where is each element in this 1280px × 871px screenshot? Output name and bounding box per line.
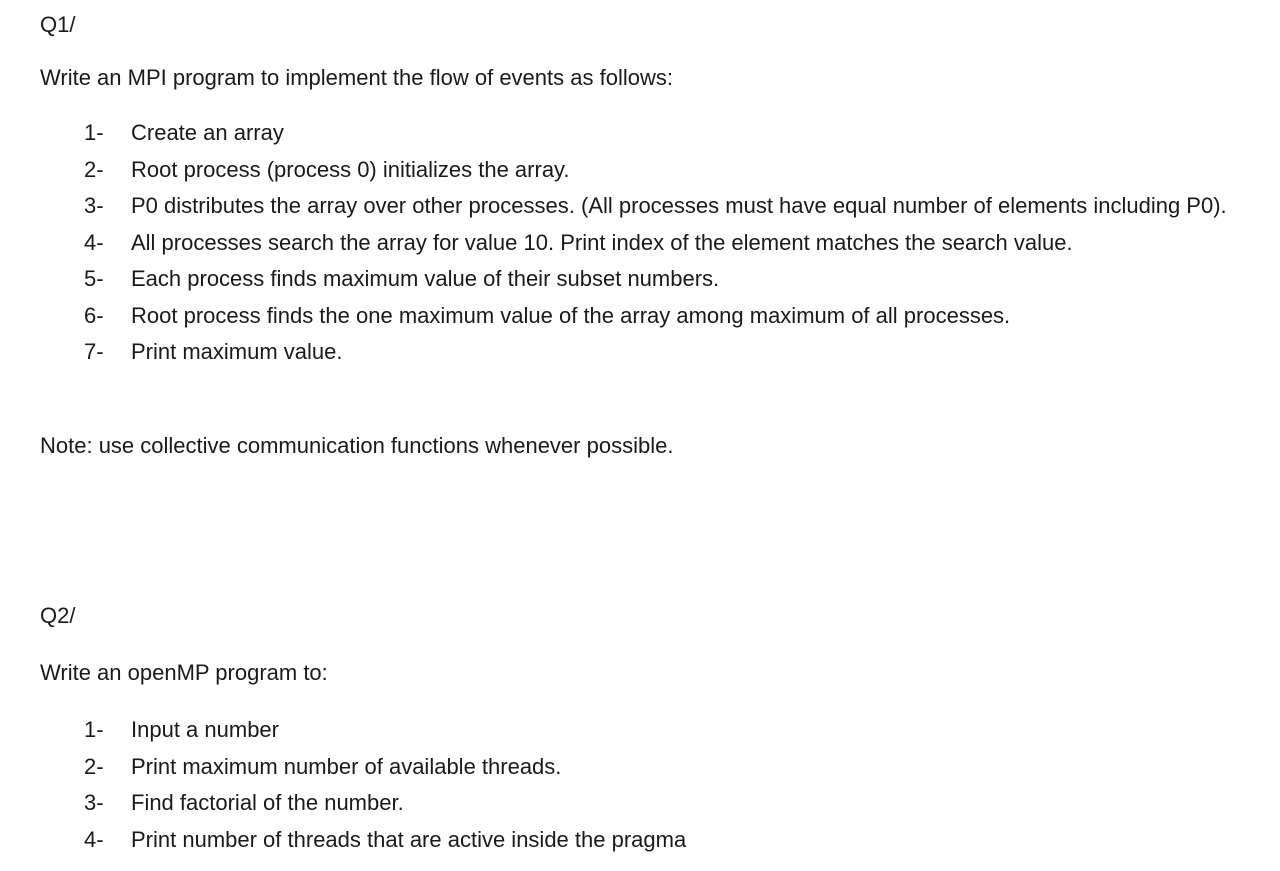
q2-intro: Write an openMP program to: [40, 660, 328, 685]
q2-step-text: Find factorial of the number. [131, 790, 404, 815]
q1-note: Note: use collective communication functions whenever possible. [40, 433, 674, 458]
q1-step-text: Create an array [131, 120, 284, 145]
q1-step-number: 7- [84, 339, 104, 364]
q2-step-text: Input a number [131, 717, 279, 742]
q2-step [84, 785, 1254, 822]
q1-step [84, 261, 1254, 298]
q1-step-text: Print maximum value. [131, 339, 343, 364]
q2-step-text: Print number of threads that are active inside the pragma [131, 826, 687, 852]
q1-step-text: P0 distributes the array over other processes. (All processes must have equal number of elements including P0). [131, 193, 1227, 218]
q1-step [84, 334, 1254, 371]
q1-heading: Q1/ [40, 12, 76, 37]
q2-step-number: 2- [84, 753, 104, 779]
q1-step-text: Each process finds maximum value of their subset numbers. [131, 266, 720, 291]
q2-steps-list [84, 712, 1254, 858]
q1-step-number: 2- [84, 156, 104, 182]
q1-steps-list [84, 115, 1254, 371]
q1-step-text: All processes search the array for value 10. Print index of the element matches the search value. [131, 229, 1073, 255]
q1-step [84, 152, 1254, 189]
q1-step-number: 1- [84, 120, 104, 145]
q2-step-number: 1- [84, 717, 104, 742]
q2-heading: Q2/ [40, 603, 76, 628]
q2-step [84, 749, 1254, 786]
q1-step-text: Root process (process 0) initializes the array. [131, 156, 570, 182]
q1-step-number: 4- [84, 229, 104, 255]
q2-step [84, 712, 1254, 749]
q2-step-number: 3- [84, 790, 104, 815]
q2-step-number: 4- [84, 826, 104, 852]
q1-step-number: 3- [84, 193, 104, 218]
q1-step-text: Root process finds the one maximum value of the array among maximum of all processes. [131, 302, 1011, 328]
q1-step-number: 6- [84, 302, 104, 328]
q1-step [84, 188, 1254, 225]
q1-step [84, 298, 1254, 335]
q1-intro: Write an MPI program to implement the flow of events as follows: [40, 65, 673, 90]
q1-step-number: 5- [84, 266, 104, 291]
q1-step [84, 115, 1254, 152]
q1-step [84, 225, 1254, 262]
q2-step-text: Print maximum number of available threads. [131, 753, 562, 779]
q2-step [84, 822, 1254, 859]
